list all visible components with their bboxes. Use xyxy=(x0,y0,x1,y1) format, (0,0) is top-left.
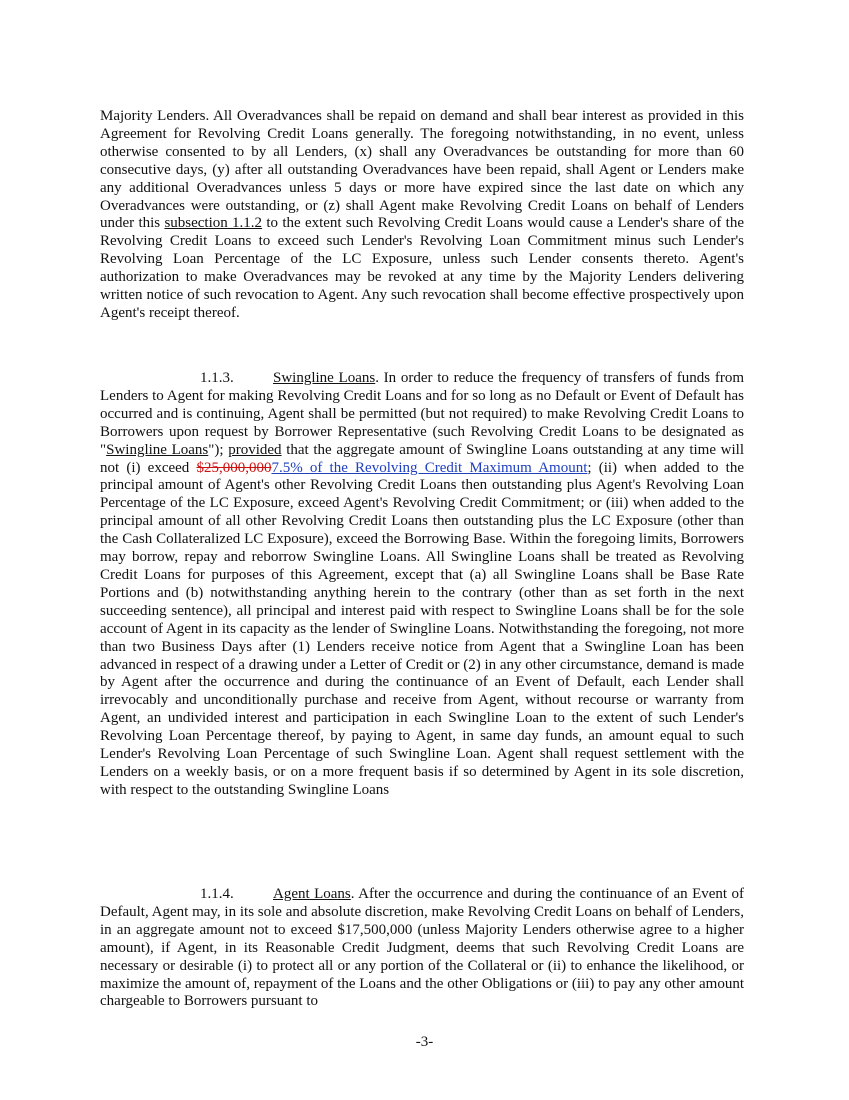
section-text: . After the occurrence and during the continuance of an Event of Default, Agent may, in its sole and absolute discretion, make Revolving Credit Loans on behalf of Lenders, in an aggregate amount not to exceed $17,500,000 (unless Majority Lenders otherwise agree to a higher amount), if Agent, in its Reasonable Credit Judgment, deems that such Revolving Credit Loans are necessary or desirable (i) to protect all or any portion of the Collateral or (ii) to enhance the likelihood, or maximize the amount of, repayment of the Loans and the other Obligations or (iii) to pay any other amount chargeable to Borrowers pursuant to xyxy=(100,886,744,1010)
paragraph-overadvances xyxy=(100,108,744,323)
paragraph-text: to the extent such Revolving Credit Loans would cause a Lender's share of the Revolving Credit Loans to exceed such Lender's Revolving Loan Commitment minus such Lender's Revolving Loan Percentage of the LC Exposure, unless such Lender consents thereto. Agent's authorization to make Overadvances may be revoked at any time by the Majority Lenders delivering written notice of such revocation to Agent. Any such revocation shall become effective prospectively upon Agent's receipt thereof. xyxy=(100,215,744,321)
page-number: -3- xyxy=(415,1034,434,1050)
inserted-text: 7.5% of the Revolving Credit Maximum Amount xyxy=(271,459,588,476)
section-1-1-4-agent-loans xyxy=(100,886,744,1011)
section-number: 1.1.3. xyxy=(200,370,234,386)
section-text: "); xyxy=(208,441,229,458)
paragraph-text: Majority Lenders. All Overadvances shall be repaid on demand and shall bear interest as provided in this Agreement for Revolving Credit Loans generally. The foregoing notwithstanding, in no event, unless otherwise consented to by all Lenders, (x) shall any Overadvances be outstanding for more than 60 consecutive days, (y) after all outstanding Overadvances have been repaid, shall Agent or Lenders make any additional Overadvances unless 5 days or more have expired since the last date on which any Overadvances were outstanding, or (z) shall Agent make Revolving Credit Loans on behalf of Lenders under this xyxy=(100,108,744,232)
section-heading: Swingline Loans xyxy=(273,370,376,386)
deleted-text: $25,000,000 xyxy=(196,459,272,476)
section-text: ; (ii) when added to the principal amount of Agent's other Revolving Credit Loans then outstanding plus Agent's Revolving Loan Percentage of the LC Exposure, exceed Agent's Revolving Credit Commitment; or (iii) when added to the principal amount of all other Revolving Credit Loans then outstanding plus the LC Exposure (other than the Cash Collateralized LC Exposure), exceed the Borrowing Base. Within the foregoing limits, Borrowers may borrow, repay and reborrow Swingline Loans. All Swingline Loans shall be treated as Revolving Credit Loans for purposes of this Agreement, except that (a) all Swingline Loans shall be Base Rate Portions and (b) notwithstanding anything herein to the contrary (other than as set forth in the next succeeding sentence), all principal and interest paid with respect to Swingline Loans shall be for the sole account of Agent in its capacity as the lender of Swingline Loans. Notwithstanding the foregoing, not more than two Business Days after (1) Lenders receive notice from Agent that a Swingline Loan has been advanced in respect of a drawing under a Letter of Credit or (2) in any other circumstance, demand is made by Agent after the occurrence and during the continuance of an Event of Default, each Lender shall irrevocably and unconditionally purchase and receive from Agent, without recourse or warranty from Agent, an undivided interest and participation in each Swingline Loan to the extent of such Lender's Revolving Loan Percentage thereof, by paying to Agent, in same day funds, an amount equal to such Lender's Revolving Loan Percentage of such Swingline Loan. Agent shall request settlement with the Lenders on a weekly basis, or on a more frequent basis if so determined by Agent in its sole discretion, with respect to the outstanding Swingline Loans xyxy=(100,459,744,798)
section-1-1-3-swingline-loans xyxy=(100,370,744,800)
section-text: . In order to reduce the frequency of transfers of funds from Lenders to Agent for making Revolving Credit Loans and for so long as no Default or Event of Default has occurred and is continuing, Agent shall be permitted (but not required) to make Revolving Credit Loans to Borrowers upon request by Borrower Representative (such Revolving Credit Loans to be designated as " xyxy=(100,370,744,458)
subsection-reference: subsection 1.1.2 xyxy=(164,215,263,232)
provided-term: provided xyxy=(228,441,282,458)
section-text: that the aggregate amount of Swingline Loans outstanding at any time will not (i) exceed xyxy=(100,441,744,476)
defined-term: Swingline Loans xyxy=(106,441,209,458)
section-number: 1.1.4. xyxy=(200,886,234,902)
section-heading: Agent Loans xyxy=(273,886,351,902)
